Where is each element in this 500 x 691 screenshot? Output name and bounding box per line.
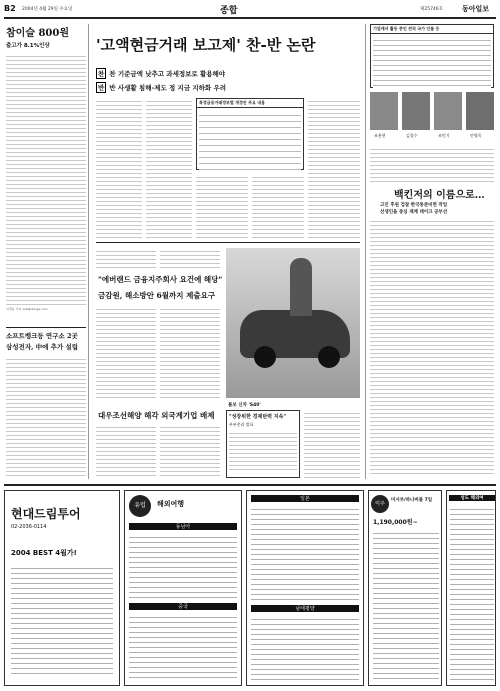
portrait-photo <box>466 92 494 130</box>
main-deck-2 <box>96 82 226 93</box>
right-table-body <box>373 36 491 88</box>
travel-ad-4-title: 미서부/하나버블 7일 <box>391 498 433 503</box>
second-left-headline: 소프트뱅크등 연구소 2곳 <box>6 332 78 340</box>
right-body-lower <box>370 218 494 476</box>
second-left-body <box>6 356 86 478</box>
main-body-col-5 <box>308 98 360 238</box>
photo-caption: 조용현 <box>374 133 386 138</box>
travel-ad-phone: 02-2036-0114 <box>11 524 47 530</box>
right-sub-1: 고인 후원 검찰 한국통준비면 작업 <box>380 203 448 208</box>
model-figure <box>290 258 312 316</box>
photo-row <box>370 92 494 142</box>
photo-caption: 김경수 <box>406 133 418 138</box>
right-table-header: 기업에서 활동 중인 전직 국가 인물 등 <box>371 25 493 34</box>
car-wheel <box>318 346 340 368</box>
deck-1-text: 찬 기준금액 낮추고 과세정보로 활용해야 <box>109 70 226 78</box>
ad-rule <box>4 484 496 486</box>
travel-ad-2 <box>124 490 242 686</box>
travel-ad-2-list-a <box>129 533 237 599</box>
photo-caption: 조민기 <box>438 133 450 138</box>
feature-body-1 <box>96 306 156 398</box>
photo-caption: 안병욱 <box>470 133 482 138</box>
col-rule-right <box>365 24 366 479</box>
main-body-col-2 <box>146 98 192 238</box>
travel-ad-hyundai <box>4 490 120 686</box>
issue-number: 제25746호 <box>420 7 444 12</box>
travel-ad-title: 현대드림투어 <box>11 507 81 521</box>
travel-ad-5 <box>446 490 496 686</box>
col-rule-left <box>88 24 89 479</box>
feature-sub: 금감원, 해소방안 6월까지 제출요구 <box>98 291 216 300</box>
travel-ad-5-list <box>450 505 494 681</box>
travel-ad-2-mark: 유럽 <box>129 495 151 517</box>
left-subhead: 출고가 8.1%인상 <box>6 43 50 49</box>
feature-body-2 <box>160 306 220 398</box>
lower-box-sub: 부부총리 발표 <box>229 422 254 427</box>
right-sub-2: 선생인을 중심 재계 데이크 공부선 <box>380 210 448 215</box>
travel-ad-4-mark: 미주 <box>371 495 389 513</box>
lower-headline: 대우조선해양 해각 외국계기업 배제 <box>98 411 215 420</box>
travel-ad-3-list-b <box>251 615 359 681</box>
travel-ad-list <box>11 564 113 674</box>
portrait-photo <box>402 92 430 130</box>
photo-caption: 볼보 신차 'S40' <box>228 403 261 408</box>
car-photo <box>226 248 360 398</box>
travel-ad-3 <box>246 490 364 686</box>
second-left-sub: 삼성전자, 中에 추가 설립 <box>6 343 79 351</box>
main-deck-1 <box>96 68 225 79</box>
lower-box-headline: "성장위한 경제탄력 지속" <box>229 414 286 420</box>
portrait-photo <box>370 92 398 130</box>
left-divider <box>6 327 86 328</box>
travel-ad-3-header-b: 남태평양 <box>251 605 359 612</box>
info-table-body <box>199 110 301 170</box>
left-body <box>6 53 86 305</box>
travel-ad-4-price: 1,190,000원~ <box>373 519 418 526</box>
mid-divider <box>96 242 360 243</box>
info-table-title: 특정금융거래정보법 개정안 주요 내용 <box>197 99 303 108</box>
right-body-upper <box>370 146 494 182</box>
left-byline: 이경윤 기자 sub@donga.com <box>6 307 48 311</box>
travel-ad-4 <box>368 490 442 686</box>
paper-logo: 동아일보 <box>462 4 490 13</box>
main-headline: '고액현금거래 보고제' 찬-반 논란 <box>96 36 316 54</box>
travel-ad-2-header: 동남아 <box>129 523 237 530</box>
main-body-col-4 <box>252 174 304 238</box>
lower-box <box>226 410 300 478</box>
lower-body-2 <box>160 424 220 478</box>
travel-ad-4-list <box>373 529 439 681</box>
section-title: 종합 <box>220 6 238 16</box>
info-table <box>196 98 304 170</box>
feature-headline: "에버랜드 금융지주회사 요건에 해당" <box>98 275 223 284</box>
mid-body-a <box>96 248 156 270</box>
travel-ad-2-header-b: 중국 <box>129 603 237 610</box>
issue-date: 2004년 4월 29일 수요일 <box>22 7 73 12</box>
left-headline: 참이슬 800원 <box>6 28 69 39</box>
lower-box-body <box>229 430 297 470</box>
travel-ad-2-title: 해외여행 <box>157 500 185 508</box>
page-number: B2 <box>4 4 16 13</box>
main-body-col-1 <box>96 98 142 238</box>
lower-body-3 <box>304 410 360 478</box>
travel-ad-5-title: 성도 해외여 <box>449 495 495 501</box>
portrait-photo <box>434 92 462 130</box>
right-table <box>370 24 494 88</box>
masthead <box>4 2 496 16</box>
travel-ad-best: 2004 BEST 4월가! <box>11 549 77 557</box>
travel-ad-3-header: 일본 <box>251 495 359 502</box>
travel-ad-2-list-b <box>129 613 237 681</box>
main-body-col-3 <box>196 174 248 238</box>
car-wheel <box>254 346 276 368</box>
lower-body-1 <box>96 424 156 478</box>
masthead-rule <box>4 17 496 19</box>
left-story <box>6 24 86 324</box>
right-headline: 백킨저의 이름으로… <box>394 190 485 201</box>
deck-2-text: 반 사생활 침해-제도 정 지금 지하화 우려 <box>109 84 227 92</box>
travel-ad-3-list-a <box>251 505 359 601</box>
pro-badge: 찬 <box>98 70 105 78</box>
con-badge: 반 <box>98 84 105 92</box>
mid-body-b <box>160 248 220 270</box>
